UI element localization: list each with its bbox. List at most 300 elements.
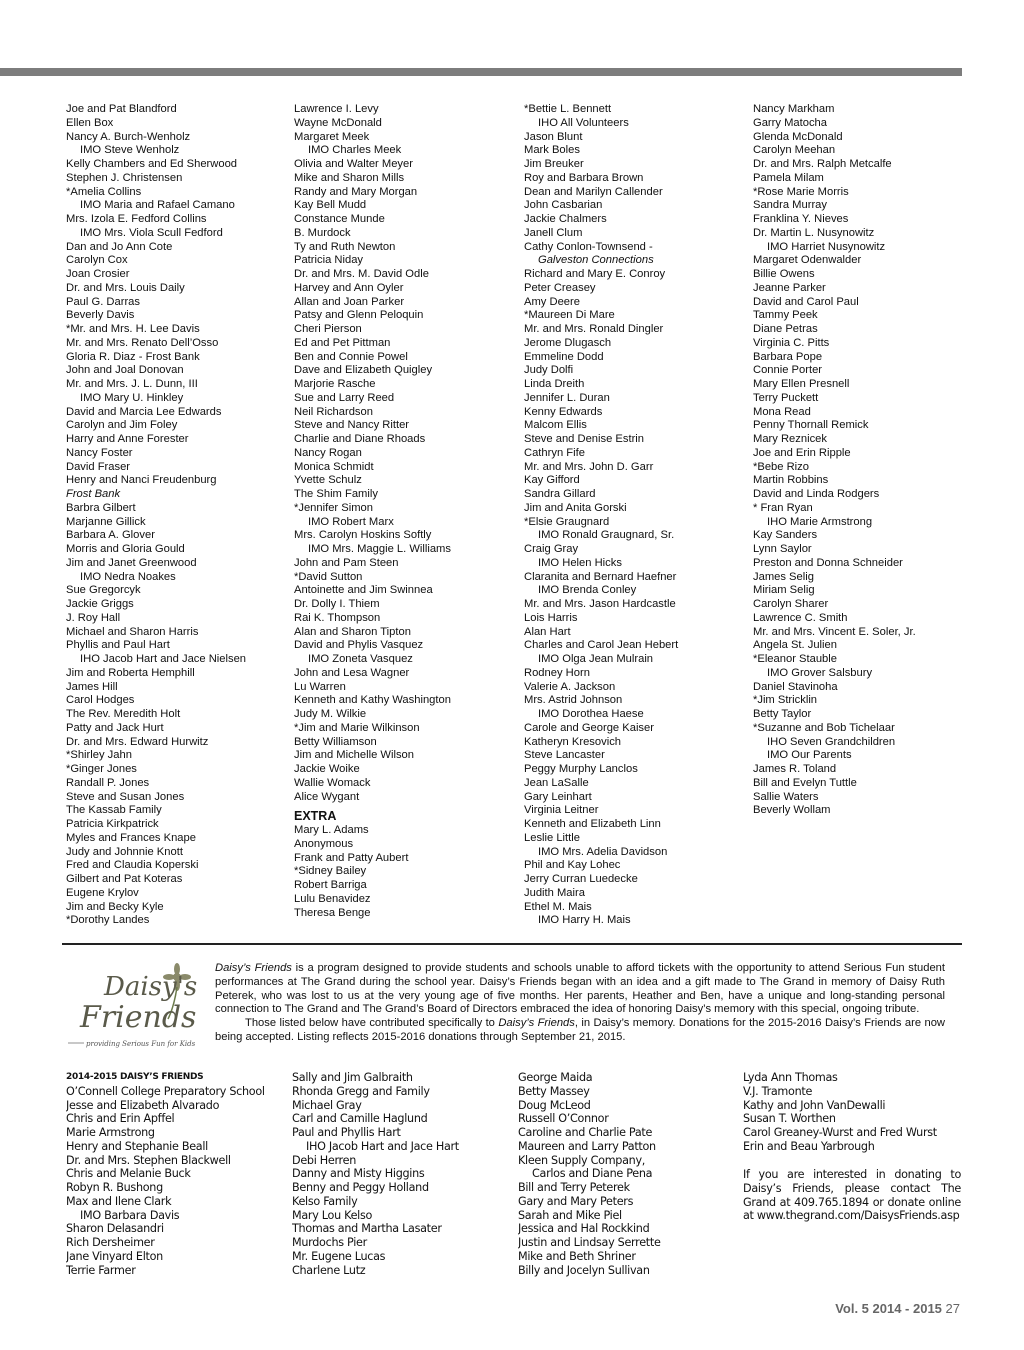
donor-name: IMO Harriet Nusynowitz	[767, 240, 886, 253]
donor-name: Ed and Pet Pittman	[294, 336, 391, 349]
donor-name: Mona Read	[753, 405, 811, 418]
donor-name: Phil and Kay Lohec	[524, 859, 621, 872]
donor-name: *Sidney Bailey	[294, 865, 367, 878]
donor-name: Jennifer L. Duran	[524, 391, 610, 404]
donor-name: James R. Toland	[753, 763, 837, 775]
donor-name: *Rose Marie Morris	[753, 185, 849, 198]
section-heading: EXTRA	[294, 810, 337, 824]
donor-name: Sue and Larry Reed	[294, 391, 395, 404]
donor-name: Dr. and Mrs. Ralph Metcalfe	[753, 158, 892, 170]
donor-name: Henry and Nanci Freudenburg	[66, 474, 217, 487]
donor-name: Preston and Donna Schneider	[753, 556, 903, 569]
donor-name: Jackie Griggs	[66, 598, 134, 610]
donor-name: Kleen Supply Company,	[518, 1153, 646, 1167]
donor-name: Sue Gregorcyk	[66, 584, 141, 597]
donor-name: Max and Ilene Clark	[66, 1194, 172, 1208]
intro-program-name: Daisy’s Friends	[215, 962, 292, 974]
donor-name: Billie Owens	[753, 268, 815, 280]
donor-name: Chris and Melanie Buck	[66, 1167, 191, 1181]
donor-name: Marie Armstrong	[66, 1126, 155, 1139]
donor-name: Nancy A. Burch-Wenholz	[66, 130, 191, 143]
donor-name: Katheryn Kresovich	[524, 735, 622, 748]
donor-name: Carol Greaney-Wurst and Fred Wurst	[743, 1126, 937, 1139]
donor-name: Carolyn Meehan	[753, 144, 836, 157]
donor-column-2	[294, 103, 514, 920]
donor-name: *Amelia Collins	[66, 185, 142, 198]
donor-name: Marjanne Gillick	[66, 515, 146, 528]
donor-name: 2014-2015 DAISY’S FRIENDS	[66, 1072, 204, 1082]
donor-name: Wallie Womack	[294, 776, 371, 789]
donor-name: Erin and Beau Yarbrough	[743, 1139, 875, 1153]
donor-name: Gloria R. Diaz - Frost Bank	[66, 350, 200, 363]
donor-name: Marjorie Rasche	[294, 378, 376, 390]
donor-name: Steve and Susan Jones	[66, 790, 185, 803]
donor-name: Alan and Sharon Tipton	[294, 625, 411, 638]
donor-name: Rodney Horn	[524, 666, 590, 679]
donor-name: David and Marcia Lee Edwards	[66, 405, 222, 418]
donor-name: IMO Brenda Conley	[538, 584, 637, 597]
donor-name: Richard and Mary E. Conroy	[524, 268, 666, 280]
donor-name: Lu Warren	[294, 680, 346, 693]
donor-name: *David Sutton	[294, 570, 363, 583]
donor-name: Dr. Martin L. Nusynowitz	[753, 226, 875, 239]
donor-name: Michael Gray	[292, 1098, 362, 1112]
donor-name: IMO Mary U. Hinkley	[80, 391, 184, 404]
donor-name: Janell Clum	[524, 226, 583, 239]
donor-name: George Maida	[518, 1071, 593, 1084]
donor-name: *Maureen Di Mare	[524, 309, 615, 322]
donor-name: Jeanne Parker	[753, 281, 826, 294]
donor-name: Justin and Lindsay Serrette	[518, 1236, 661, 1249]
donor-name: Ellen Box	[66, 116, 114, 129]
donor-name: Pamela Milam	[753, 171, 824, 184]
donor-name: *Bettie L. Bennett	[524, 103, 612, 115]
donor-name: IMO Grover Salsbury	[767, 666, 873, 679]
donor-name: Joan Crosier	[66, 268, 130, 280]
page-number: 27	[945, 1301, 960, 1316]
donor-name: Judy M. Wilkie	[294, 708, 367, 720]
donor-name: Dr. and Mrs. Stephen Blackwell	[66, 1153, 231, 1167]
donor-name: The Rev. Meredith Holt	[66, 708, 181, 720]
donor-name: IMO Steve Wenholz	[80, 144, 180, 157]
daisys-friends-logo	[64, 957, 204, 1057]
donor-name: Mr. and Mrs. Renato Dell’Osso	[66, 336, 219, 349]
donation-contact-note: If you are interested in donating to Daisy’s Friends, please contact The Grand at 409.765.1894 or donate online at www.thegrand.com/DaisysFriends.asp	[743, 1168, 961, 1223]
donor-name: Martin Robbins	[753, 474, 829, 487]
donor-name: Lynn Saylor	[753, 543, 812, 555]
donor-name: Paul G. Darras	[66, 295, 140, 308]
donor-name: David and Phylis Vasquez	[294, 639, 424, 652]
donor-name: Gilbert and Pat Koteras	[66, 873, 183, 885]
donor-name: Terrie Farmer	[66, 1263, 136, 1277]
donor-name: Kay Sanders	[753, 529, 818, 542]
donor-name: Robert Barriga	[294, 879, 367, 891]
donor-name: Chris and Erin Apffel	[66, 1112, 175, 1126]
donor-name: Robyn R. Bushong	[66, 1181, 163, 1194]
donor-name: Steve and Nancy Ritter	[294, 419, 410, 432]
donor-name: Rai K. Thompson	[294, 611, 381, 624]
donor-name: Jackie Woike	[294, 763, 360, 775]
donor-name: IMO Harry H. Mais	[538, 914, 631, 927]
donor-name: Monica Schmidt	[294, 460, 374, 473]
donor-name: Thomas and Martha Lasater	[292, 1222, 442, 1236]
donor-name: Danny and Misty Higgins	[292, 1167, 425, 1181]
logo-word-2: Friends	[80, 1000, 197, 1035]
donor-name: Tammy Peek	[753, 309, 818, 322]
donor-name: Ben and Connie Powel	[294, 350, 408, 363]
donor-name: James Hill	[66, 680, 118, 693]
donor-name: Randy and Mary Morgan	[294, 185, 418, 198]
donor-name: Lawrence C. Smith	[753, 611, 848, 624]
donor-name: John Casbarian	[524, 199, 603, 212]
donor-name: *Shirley Jahn	[66, 749, 132, 762]
donor-name: Mike and Beth Shriner	[518, 1249, 636, 1263]
donor-name: Carol Hodges	[66, 694, 135, 707]
donor-name: Margaret Odenwalder	[753, 254, 862, 267]
donor-name: IHO Jacob Hart and Jace Nielsen	[80, 653, 247, 665]
donor-name: Carl and Camille Haglund	[292, 1112, 428, 1126]
donor-name: Theresa Benge	[294, 906, 371, 919]
donor-name: Frank and Patty Aubert	[294, 851, 409, 864]
intro-text-2a: Those listed below have contributed specifically to	[245, 1017, 499, 1030]
donor-name: IMO Zoneta Vasquez	[308, 653, 413, 665]
donor-name: Constance Munde	[294, 213, 385, 225]
donor-name: IMO Charles Meek	[308, 144, 402, 157]
donor-name: Dan and Jo Ann Cote	[66, 240, 173, 253]
donor-name: Gary Leinhart	[524, 790, 592, 803]
donor-name: Carolyn Sharer	[753, 598, 829, 610]
donor-name: Maureen and Larry Patton	[518, 1139, 656, 1153]
donor-name: Harvey and Ann Oyler	[294, 281, 404, 294]
donor-name: Jessica and Hal Rockkind	[518, 1222, 650, 1236]
donor-name: Yvette Schulz	[294, 474, 362, 487]
donor-name: Alan Hart	[524, 625, 571, 638]
donor-name: Mike and Sharon Mills	[294, 171, 405, 184]
donor-name: John and Pam Steen	[294, 556, 399, 569]
program-description	[215, 962, 945, 1045]
donor-name: Dr. Dolly I. Thiem	[294, 598, 380, 610]
donor-name: Jason Blunt	[524, 130, 583, 143]
donor-name: Sally and Jim Galbraith	[292, 1071, 413, 1084]
donor-name: Russell O’Connor	[518, 1112, 609, 1126]
donor-name: Henry and Stephanie Beall	[66, 1139, 208, 1153]
donor-name: Dr. and Mrs. M. David Odle	[294, 268, 429, 280]
donor-name: Mr. and Mrs. John D. Garr	[524, 460, 654, 473]
donor-name: Mark Boles	[524, 144, 580, 157]
donor-name: Morris and Gloria Gould	[66, 543, 185, 555]
donor-name: Jane Vinyard Elton	[66, 1249, 163, 1263]
donor-name: Harry and Anne Forester	[66, 433, 189, 445]
donor-name: Kay Bell Mudd	[294, 199, 367, 212]
donor-name: Rhonda Gregg and Family	[292, 1084, 430, 1098]
donor-name: Neil Richardson	[294, 405, 373, 418]
donor-name: Alice Wygant	[294, 790, 360, 803]
donor-name: Angela St. Julien	[753, 639, 837, 652]
donor-name: Beverly Wollam	[753, 804, 831, 817]
donor-name: *Jim and Marie Wilkinson	[294, 721, 420, 734]
intro-text: is a program designed to provide students and schools unable to afford tickets with the opportunity to attend Serious Fun student performances at The Grand during the school year. Daisy’s Friends began with an idea and a gift made to The Grand in memory of Daisy Ruth Peterek, who was lost to us at the very young age of five months. Her parents, Heather and Ben, have a unique and long-standing personal connection to The Grand and The Grand’s Board of Directors embraced the idea of honoring Daisy’s memory with this special, ongoing tribute.	[215, 962, 945, 1016]
donor-name: Dean and Marilyn Callender	[524, 185, 663, 198]
donor-name: *Eleanor Stauble	[753, 653, 837, 665]
donor-name: Mary Lou Kelso	[292, 1208, 373, 1222]
donor-name: Doug McLeod	[518, 1098, 591, 1112]
donor-name: Nancy Rogan	[294, 446, 362, 459]
donor-name: Margaret Meek	[294, 130, 370, 143]
donor-name: Barbara Pope	[753, 350, 823, 363]
donor-name: Susan T. Worthen	[743, 1112, 836, 1126]
donor-name: Lulu Benavidez	[294, 892, 371, 905]
donor-name: Michael and Sharon Harris	[66, 625, 199, 638]
donor-name: Peggy Murphy Lanclos	[524, 763, 638, 775]
donor-name: *Bebe Rizo	[753, 460, 809, 473]
logo-word-1: Daisy's	[104, 972, 198, 1002]
donor-name: B. Murdock	[294, 226, 351, 239]
donor-column-4	[753, 103, 963, 818]
donor-name: IMO Robert Marx	[308, 515, 394, 528]
donor-name: Judy and Johnnie Knott	[66, 845, 183, 858]
donor-name: Carolyn Cox	[66, 254, 128, 267]
donor-column-1	[66, 103, 286, 928]
donor-name: Kay Gifford	[524, 474, 580, 487]
donor-name: Jerry Curran Luedecke	[524, 873, 638, 885]
daisy-column-3	[518, 1071, 728, 1277]
donor-name: Malcom Ellis	[524, 419, 587, 432]
donor-name: IHO All Volunteers	[538, 116, 629, 129]
donor-name: Peter Creasey	[524, 281, 596, 294]
donor-name: Nancy Foster	[66, 446, 133, 459]
donor-name: Kenneth and Elizabeth Linn	[524, 818, 661, 830]
donor-name: Patty and Jack Hurt	[66, 721, 164, 734]
donor-name: Anonymous	[294, 837, 354, 850]
donor-name: Kelso Family	[292, 1194, 358, 1208]
donor-name: Ethel M. Mais	[524, 900, 592, 913]
donor-name: Patricia Kirkpatrick	[66, 818, 159, 830]
donor-name: IMO Barbara Davis	[80, 1208, 180, 1222]
donor-name: David and Carol Paul	[753, 295, 859, 308]
donor-name: Betty Williamson	[294, 735, 377, 748]
donor-name: Carole and George Kaiser	[524, 721, 654, 734]
donor-name: Randall P. Jones	[66, 776, 150, 789]
donor-name: Jerome Dlugasch	[524, 336, 612, 349]
donor-name: Amy Deere	[524, 295, 580, 308]
donor-name: Jim and Michelle Wilson	[294, 749, 414, 762]
donor-name: Cathy Conlon-Townsend -	[524, 240, 653, 253]
daisy-column-2	[292, 1071, 497, 1277]
donor-name: *Ginger Jones	[66, 763, 137, 775]
donor-name: Lyda Ann Thomas	[743, 1071, 838, 1084]
donor-name: Kathy and John VanDewalli	[743, 1098, 886, 1112]
donor-name: Galveston Connections	[538, 254, 654, 267]
donor-name: *Suzanne and Bob Tichelaar	[753, 721, 895, 734]
section-divider	[62, 943, 962, 945]
donor-name: Sallie Waters	[753, 790, 819, 803]
intro-text-2b: , in Daisy’s memory. Donations for the 2015-2016 Daisy’s Friends are now being accepted. Listing reflects 2015-2016 donations through September 21, 2015.	[215, 1017, 946, 1043]
donor-name: Mr. and Mrs. J. L. Dunn, III	[66, 378, 198, 390]
donor-name: Kenny Edwards	[524, 405, 603, 418]
donor-name: Jesse and Elizabeth Alvarado	[66, 1098, 220, 1112]
donor-name: Mr. and Mrs. Vincent E. Soler, Jr.	[753, 625, 916, 638]
donor-name: IMO Ronald Graugnard, Sr.	[538, 529, 675, 542]
donor-name: Mary Reznicek	[753, 433, 827, 445]
daisy-column-4	[743, 1071, 961, 1154]
donor-name: Carolyn and Jim Foley	[66, 419, 178, 432]
intro-program-name-2: Daisy’s Friends	[498, 1017, 575, 1030]
donor-name: Antoinette and Jim Swinnea	[294, 584, 433, 597]
donor-name: Diane Petras	[753, 323, 818, 335]
donor-name: Paul and Phyllis Hart	[292, 1126, 401, 1139]
donor-name: J. Roy Hall	[66, 611, 121, 624]
logo-tagline: providing Serious Fun for Kids	[86, 1040, 196, 1048]
donor-name: Allan and Joan Parker	[294, 295, 405, 308]
donor-name: Miriam Selig	[753, 584, 815, 597]
donor-name: James Selig	[753, 570, 814, 583]
donor-name: Jim and Roberta Hemphill	[66, 666, 195, 679]
donor-name: Charlene Lutz	[292, 1263, 366, 1277]
donor-name: *Jennifer Simon	[294, 501, 373, 514]
donor-name: *Elsie Graugnard	[524, 515, 610, 528]
donor-name: Sandra Murray	[753, 199, 827, 212]
donor-name: Fred and Claudia Koperski	[66, 859, 199, 872]
donor-name: John and Lesa Wagner	[294, 666, 410, 679]
donor-name: Bill and Evelyn Tuttle	[753, 776, 857, 789]
donor-name: V.J. Tramonte	[743, 1084, 813, 1098]
donor-name: Frost Bank	[66, 488, 121, 500]
donor-name: IMO Dorothea Haese	[538, 708, 644, 720]
donor-name: Wayne McDonald	[294, 116, 382, 129]
donor-name: Craig Gray	[524, 543, 579, 555]
donor-name: Valerie A. Jackson	[524, 680, 616, 693]
donor-column-3	[524, 103, 744, 928]
donor-name: Jim and Anita Gorski	[524, 501, 627, 514]
volume-label: Vol. 5 2014 - 2015	[835, 1301, 942, 1316]
donor-name: Debi Herren	[292, 1153, 356, 1167]
donor-name: Virginia Leitner	[524, 804, 599, 817]
donor-name: Olivia and Walter Meyer	[294, 158, 413, 170]
donor-name: IMO Our Parents	[767, 749, 852, 762]
donor-name: Steve Lancaster	[524, 749, 605, 762]
donor-name: Garry Matocha	[753, 116, 827, 129]
donor-name: IHO Seven Grandchildren	[767, 735, 896, 748]
donor-name: Roy and Barbara Brown	[524, 171, 644, 184]
donor-name: Charlie and Diane Rhoads	[294, 433, 426, 445]
donor-name: *Jim Stricklin	[753, 694, 818, 707]
donor-name: Cheri Pierson	[294, 323, 362, 335]
donor-name: Virginia C. Pitts	[753, 336, 830, 349]
daisy-column-1	[66, 1071, 286, 1277]
donor-name: *Dorothy Landes	[66, 914, 150, 927]
donor-name: Patricia Niday	[294, 254, 364, 267]
donor-name: IMO Mrs. Viola Scull Fedford	[80, 226, 223, 239]
donor-name: Dr. and Mrs. Edward Hurwitz	[66, 735, 209, 748]
donor-name: Betty Taylor	[753, 708, 812, 720]
donor-name: Joe and Pat Blandford	[66, 103, 177, 115]
donor-name: IMO Mrs. Maggie L. Williams	[308, 543, 451, 555]
donor-name: Connie Porter	[753, 364, 823, 377]
donor-name: Mr. Eugene Lucas	[292, 1249, 386, 1263]
donor-name: Dr. and Mrs. Louis Daily	[66, 281, 185, 294]
donor-name: Jim and Janet Greenwood	[66, 556, 197, 569]
donor-name: Cathryn Fife	[524, 446, 585, 459]
donor-name: * Fran Ryan	[753, 501, 813, 514]
donor-name: David and Linda Rodgers	[753, 488, 880, 500]
donor-name: Benny and Peggy Holland	[292, 1181, 429, 1194]
donor-name: Patsy and Glenn Peloquin	[294, 309, 424, 322]
donor-name: The Kassab Family	[66, 804, 162, 817]
donor-name: Carlos and Diane Pena	[532, 1167, 653, 1181]
donor-name: Nancy Markham	[753, 103, 835, 115]
donor-name: Charles and Carol Jean Hebert	[524, 639, 679, 652]
donor-name: IMO Olga Jean Mulrain	[538, 653, 654, 665]
donor-name: The Shim Family	[294, 488, 378, 500]
donor-name: Billy and Jocelyn Sullivan	[518, 1263, 650, 1277]
donor-name: David Fraser	[66, 460, 131, 473]
donor-name: Murdochs Pier	[292, 1236, 367, 1249]
donor-name: Glenda McDonald	[753, 130, 843, 143]
donor-name: Bill and Terry Peterek	[518, 1181, 630, 1194]
donor-name: Myles and Frances Knape	[66, 831, 196, 844]
donor-name: Linda Dreith	[524, 378, 585, 390]
donor-name: Sharon Delasandri	[66, 1222, 164, 1236]
donor-name: Kenneth and Kathy Washington	[294, 694, 451, 707]
donor-name: Penny Thornall Remick	[753, 419, 869, 432]
donor-name: Mary L. Adams	[294, 824, 369, 836]
donor-name: IHO Marie Armstrong	[767, 515, 873, 528]
donor-name: Mr. and Mrs. Ronald Dingler	[524, 323, 664, 335]
donor-name: Judith Maira	[524, 886, 585, 899]
donor-name: Eugene Krylov	[66, 886, 139, 899]
donor-name: IMO Helen Hicks	[538, 556, 622, 569]
top-rule	[0, 68, 962, 76]
donor-name: Mrs. Astrid Johnson	[524, 694, 623, 707]
donor-name: *Mr. and Mrs. H. Lee Davis	[66, 323, 200, 335]
donor-name: Joe and Erin Ripple	[753, 446, 851, 459]
donor-name: O’Connell College Preparatory School	[66, 1084, 265, 1098]
donor-name: Ty and Ruth Newton	[294, 240, 396, 253]
donor-name: Lawrence I. Levy	[294, 103, 379, 115]
donor-name: Stephen J. Christensen	[66, 171, 183, 184]
donor-name: Steve and Denise Estrin	[524, 433, 645, 445]
donor-name: Lois Harris	[524, 611, 578, 624]
donor-name: Betty Massey	[518, 1084, 590, 1098]
donor-name: Terry Puckett	[753, 391, 819, 404]
donor-name: IMO Nedra Noakes	[80, 570, 176, 583]
donor-name: Kelly Chambers and Ed Sherwood	[66, 158, 238, 170]
donor-name: Leslie Little	[524, 831, 580, 844]
donor-name: Mrs. Izola E. Fedford Collins	[66, 213, 207, 225]
donor-name: Jim and Becky Kyle	[66, 900, 164, 913]
donor-name: Jackie Chalmers	[524, 213, 607, 225]
donor-name: Sarah and Mike Piel	[518, 1208, 622, 1222]
donor-name: Daniel Stavinoha	[753, 680, 838, 693]
donor-name: IMO Mrs. Adelia Davidson	[538, 845, 668, 858]
donor-name: Franklina Y. Nieves	[753, 213, 849, 225]
donor-name: Gary and Mary Peters	[518, 1194, 634, 1208]
donor-name: Mrs. Carolyn Hoskins Softly	[294, 529, 432, 542]
donor-name: Barbara A. Glover	[66, 529, 155, 542]
donor-name: Rich Dersheimer	[66, 1236, 155, 1249]
donor-name: Claranita and Bernard Haefner	[524, 570, 677, 583]
page-footer	[835, 1301, 960, 1316]
donor-name: IMO Maria and Rafael Camano	[80, 199, 235, 212]
donor-name: Barbra Gilbert	[66, 501, 136, 514]
donor-name: Jim Breuker	[524, 158, 584, 170]
donor-name: IHO Jacob Hart and Jace Hart	[306, 1139, 459, 1153]
donor-name: Caroline and Charlie Pate	[518, 1126, 653, 1139]
donor-name: Judy Dolfi	[524, 364, 574, 377]
donor-name: Beverly Davis	[66, 309, 135, 322]
donor-name: Emmeline Dodd	[524, 350, 604, 363]
donor-name: Sandra Gillard	[524, 488, 596, 500]
